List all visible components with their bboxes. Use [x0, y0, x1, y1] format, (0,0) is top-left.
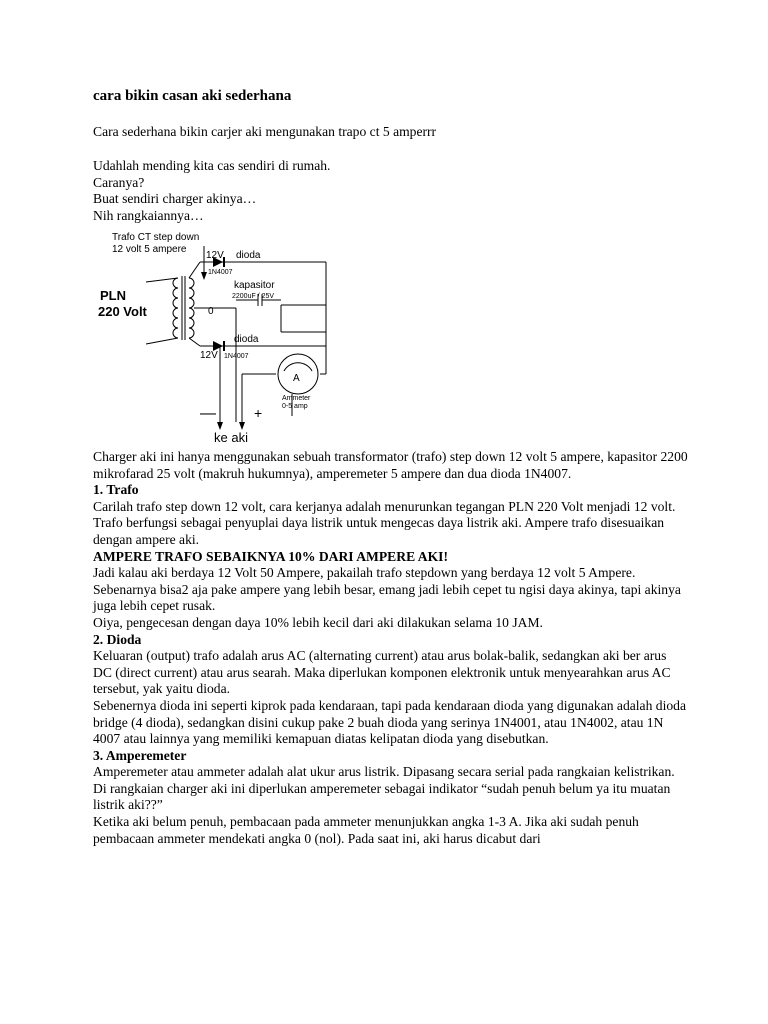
ammeter-range: 0-5 amp — [282, 403, 308, 410]
secondary-coil — [189, 278, 194, 338]
paragraph-dioda: Keluaran (output) trafo adalah arus AC (alternating current) atau arus bolak-balik, sedangkan aki ber arus DC (direct current) atau arus searah. Maka diperlukan komponen elektronik untuk menyearahkan arus AC tersebut, yak yaitu dioda. — [93, 648, 671, 697]
arrow-icon — [217, 422, 223, 430]
output-label: ke aki — [214, 430, 248, 445]
capacitor-label: kapasitor — [234, 280, 275, 291]
lead-line: Buat sendiri charger akinya… — [93, 191, 257, 207]
paragraph-intro-components: Charger aki ini hanya menggunakan sebuah transformator (trafo) step down 12 volt 5 ampere, kapasitor 2200 mikrofarad 25 volt (makruh hukumnya), amperemeter 5 ampere dan dua dioda 1N4007. — [93, 449, 688, 481]
lead-line: Caranya? — [93, 174, 145, 190]
paragraph-dioda-detail: Sebenernya dioda ini seperti kiprok pada kendaraan, tapi pada kendaraan dioda yang digunakan adalah dioda bridge (4 dioda), sedangkan disini cukup pake 2 buah dioda yang serinya 1N4001, atau 1N4002, atau 1N 4007 atau lainnya yang memiliki kemapuan diatas kelipatan dioda yang disebutkan. — [93, 697, 686, 747]
source-label: PLN — [100, 288, 126, 303]
page-title: cara bikin casan aki sederhana — [93, 88, 292, 104]
circuit-diagram — [96, 226, 346, 448]
paragraph-trafo-warning: Sebenarnya bisa2 aja pake ampere yang lebih besar, emang jadi lebih cepet tu ngisi daya akinya, tapi akinya juga lebih cepet rusak. — [93, 581, 681, 614]
center-tap-label: 0 — [208, 306, 214, 317]
arrow-icon — [201, 272, 207, 280]
paragraph-amperemeter: Amperemeter atau ammeter adalah alat ukur arus listrik. Dipasang secara serial pada rangkaian kelistrikan. — [93, 764, 675, 780]
emphasis-note: AMPERE TRAFO SEBAIKNYA 10% DARI AMPERE AKI! — [93, 548, 448, 564]
ammeter-label: Ammeter — [282, 395, 311, 402]
trafo-label: Trafo CT step down — [112, 232, 200, 243]
arrow-icon — [239, 422, 245, 430]
primary-coil — [173, 278, 178, 338]
paragraph-charge-time: Oiya, pengecesan dengan daya 10% lebih kecil dari aki dilakukan selama 10 JAM. — [93, 614, 543, 630]
article-body — [93, 449, 688, 847]
source-voltage-label: 220 Volt — [98, 304, 147, 319]
diode-bottom-label: dioda — [234, 334, 259, 345]
section-heading-dioda: 2. Dioda — [93, 631, 142, 647]
voltage-top-label: 12V — [206, 250, 224, 261]
intro-block — [93, 124, 693, 141]
capacitor-value: 2200uF / 25V — [232, 293, 275, 300]
section-heading-amperemeter: 3. Amperemeter — [93, 747, 187, 763]
diode-bottom-part: 1N4007 — [224, 353, 249, 360]
lead-line: Udahlah mending kita cas sendiri di rumah. — [93, 158, 331, 173]
plus-terminal: + — [254, 405, 263, 421]
paragraph-trafo-example: Jadi kalau aki berdaya 12 Volt 50 Ampere, pakailah trafo stepdown yang berdaya 12 volt 5 Ampere. — [93, 565, 636, 581]
diode-top-label: dioda — [236, 250, 261, 261]
minus-terminal: — — [200, 405, 216, 422]
ammeter-symbol-label: A — [293, 373, 300, 384]
paragraph-amperemeter-reading: Ketika aki belum penuh, pembacaan pada ammeter menunjukkan angka 1-3 A. Jika aki sudah penuh pembacaan ammeter mendekati angka 0 (nol). Pada saat ini, aki harus dicabut dari — [93, 814, 639, 846]
voltage-bottom-label: 12V — [200, 350, 218, 361]
paragraph-amperemeter-purpose: Di rangkaian charger aki ini diperlukan amperemeter sebagai indikator “sudah penuh belum ya itu muatan listrik aki??” — [93, 780, 671, 813]
diode-top-part: 1N4007 — [208, 269, 233, 276]
trafo-rating-label: 12 volt 5 ampere — [112, 244, 187, 255]
lead-block — [93, 158, 693, 224]
paragraph-trafo: Carilah trafo step down 12 volt, cara kerjanya adalah menurunkan tegangan PLN 220 Volt menjadi 12 volt. Trafo berfungsi sebagai penyuplai daya listrik untuk mengecas daya listrik aki. Ampere trafo disesuaikan dengan ampere aki. — [93, 498, 676, 547]
lead-line: Nih rangkaiannya… — [93, 207, 204, 223]
intro-paragraph: Cara sederhana bikin carjer aki mengunakan trapo ct 5 amperrr — [93, 124, 437, 139]
section-heading-trafo: 1. Trafo — [93, 482, 139, 498]
